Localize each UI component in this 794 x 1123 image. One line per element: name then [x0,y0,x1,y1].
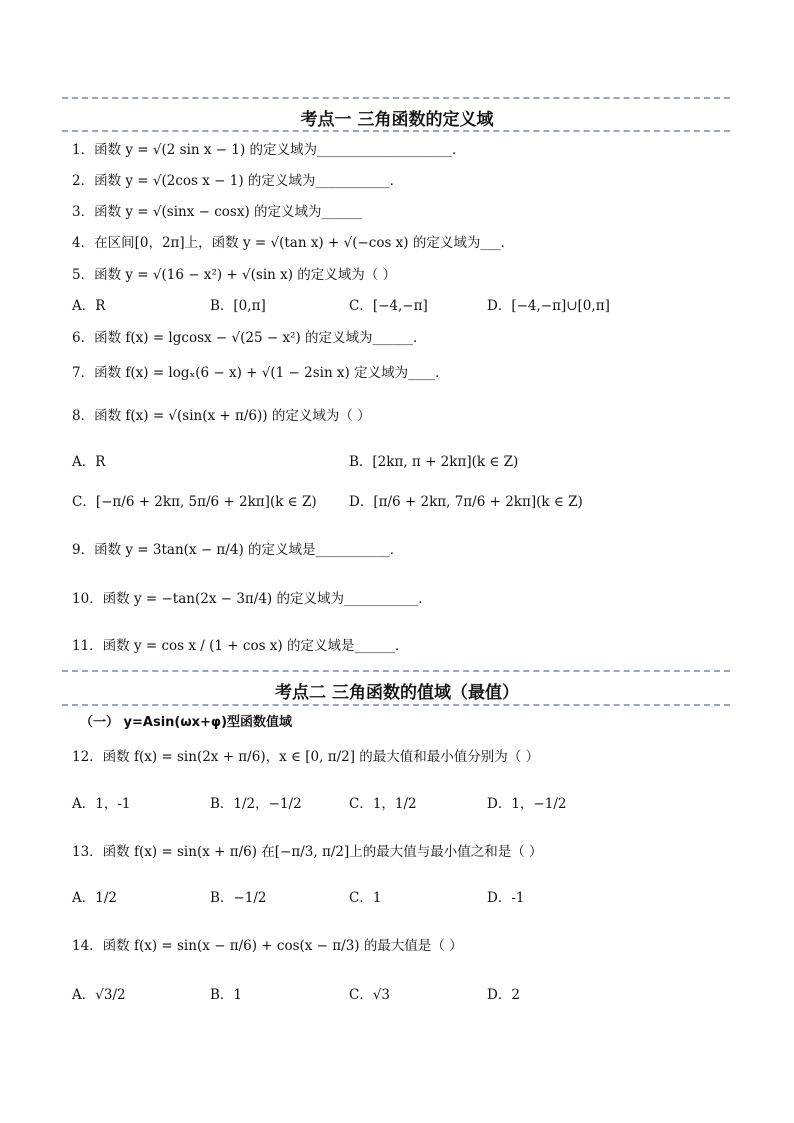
q8-option-a: A．R [72,454,106,470]
question-6: 6．函数 f(x) = lgcosx − √(25 − x²) 的定义域为______． [72,330,427,346]
q13-option-d: D．-1 [487,890,525,906]
section-divider-top [62,97,730,99]
question-2: 2．函数 y = √(2cos x − 1) 的定义域为___________． [72,173,404,189]
q12-option-c: C．1，1/2 [349,796,417,812]
question-8: 8．函数 f(x) = √(sin(x + π/6)) 的定义域为（ ） [72,408,371,424]
question-5: 5．函数 y = √(16 − x²) + √(sin x) 的定义域为（ ） [72,267,397,283]
question-12: 12．函数 f(x) = sin(2x + π/6)，x ∈ [0, π/2] 的最大值和最小值分别为（ ） [72,749,540,765]
question-11: 11．函数 y = cos x / (1 + cos x) 的定义域是______． [72,638,409,654]
q12-option-b: B．1/2，−1/2 [210,796,302,812]
q12-option-a: A．1，-1 [72,796,131,812]
section-title-2: 考点二 三角函数的值域（最值） [275,683,519,703]
subsection-title: （一） y=Asin(ωx+φ)型函数值域 [80,715,293,730]
question-7: 7．函数 f(x) = logₓ(6 − x) + √(1 − 2sin x) 定义域为____． [72,365,449,381]
q12-option-d: D．1，−1/2 [487,796,567,812]
section-divider-bottom [62,704,730,706]
q14-option-d: D．2 [487,987,520,1003]
question-4: 4．在区间[0，2π]上，函数 y = √(tan x) + √(−cos x) 的定义域为___． [72,235,515,251]
q14-option-a: A．√3/2 [72,987,126,1003]
q5-option-a: A．R [72,298,106,314]
q14-option-c: C．√3 [349,987,391,1003]
q5-option-b: B．[0,π] [210,298,266,314]
section-divider-top [62,670,730,672]
section-divider-bottom [62,130,730,132]
question-1: 1．函数 y = √(2 sin x − 1) 的定义域为____________________． [72,142,466,158]
q14-option-b: B．1 [210,987,243,1003]
question-13: 13．函数 f(x) = sin(x + π/6) 在[−π/3, π/2]上的最大值与最小值之和是（ ） [72,844,543,860]
question-10: 10．函数 y = −tan(2x − 3π/4) 的定义域为___________． [72,591,432,607]
q8-option-c: C．[−π/6 + 2kπ, 5π/6 + 2kπ](k ∈ Z) [72,494,317,510]
q8-option-d: D．[π/6 + 2kπ, 7π/6 + 2kπ](k ∈ Z) [349,494,583,510]
section-title-1: 考点一 三角函数的定义域 [300,110,494,130]
q8-option-b: B．[2kπ, π + 2kπ](k ∈ Z) [349,454,519,470]
q13-option-b: B．−1/2 [210,890,267,906]
q5-option-d: D．[−4,−π]∪[0,π] [487,298,610,314]
question-3: 3．函数 y = √(sinx − cosx) 的定义域为______ [72,204,363,220]
question-9: 9．函数 y = 3tan(x − π/4) 的定义域是___________． [72,542,404,558]
q13-option-c: C．1 [349,890,382,906]
q5-option-c: C．[−4,−π] [349,298,428,314]
q13-option-a: A．1/2 [72,890,117,906]
question-14: 14．函数 f(x) = sin(x − π/6) + cos(x − π/3) 的最大值是（ ） [72,938,463,954]
